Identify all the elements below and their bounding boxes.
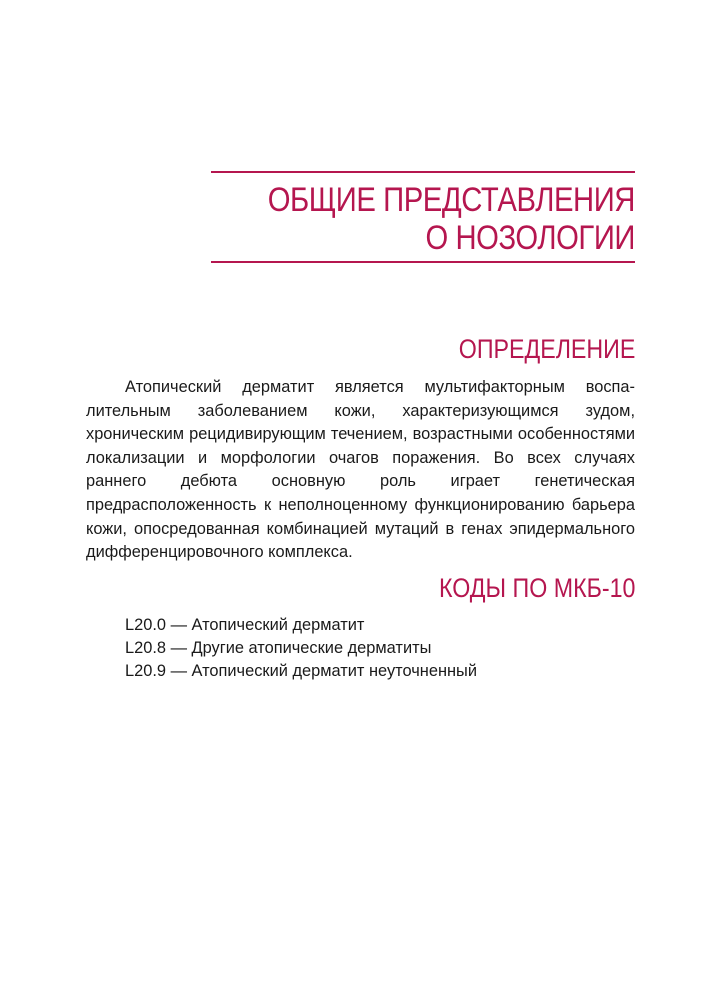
icd-code-item: L20.8 — Другие атопические дерматиты — [125, 639, 432, 657]
chapter-rule-bottom — [211, 261, 635, 263]
icd-codes-heading: КОДЫ ПО МКБ-10 — [438, 573, 635, 603]
chapter-title-line-2: О НОЗОЛОГИИ — [425, 219, 635, 257]
icd-codes-list — [125, 614, 477, 683]
icd-code-item: L20.9 — Атопический дерматит неуточненный — [125, 662, 477, 680]
chapter-title-line-1: ОБЩИЕ ПРЕДСТАВЛЕНИЯ — [267, 181, 635, 219]
icd-code-item: L20.0 — Атопический дерматит — [125, 616, 365, 634]
chapter-rule-top — [211, 171, 635, 173]
definition-heading: ОПРЕДЕЛЕНИЕ — [458, 334, 635, 364]
definition-paragraph: Атопический дерматит является мультифакторным воспалительным заболеванием кожи, характеризующимся зудом, хроническим рецидивирующим течением, возрастными особенностями локализации и морфологии очагов поражения. Во всех случаях раннего дебюта основную роль играет генетическая предрасположенность к неполноценному функционированию барьера кожи, опосредованная комбинацией мутаций в генах эпидермального дифференцировочного комплекса. — [86, 378, 635, 562]
chapter-title — [218, 181, 635, 257]
